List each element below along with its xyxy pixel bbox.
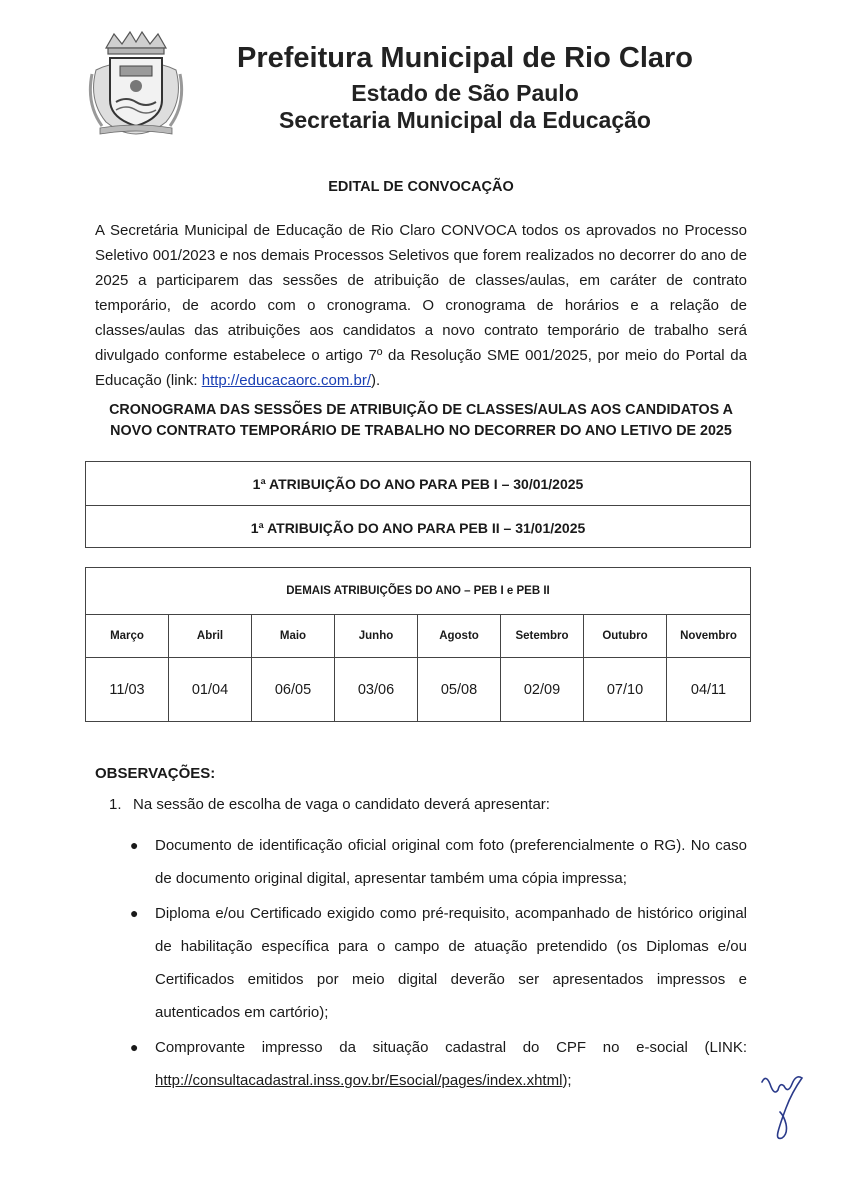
month-header: Março — [86, 615, 169, 658]
month-header: Agosto — [418, 615, 501, 658]
list-item — [125, 1031, 747, 1097]
months-header-row — [86, 615, 750, 658]
bullet-end: ); — [562, 1072, 572, 1089]
month-header: Outubro — [584, 615, 667, 658]
month-header: Maio — [252, 615, 335, 658]
intro-end: ). — [370, 372, 381, 389]
observations-title: OBSERVAÇÕES: — [95, 765, 216, 782]
date-cell: 05/08 — [418, 658, 501, 722]
bullet-text: Documento de identificação oficial original com foto (preferencialmente o RG). No caso de documento original digital, apresentar também uma cópia impressa; — [155, 837, 747, 887]
bullet-icon: ● — [130, 837, 139, 853]
bullet-icon: ● — [130, 1039, 139, 1055]
observation-item-1 — [109, 796, 550, 813]
month-header: Novembro — [667, 615, 750, 658]
signature-icon — [758, 1072, 810, 1142]
date-cell: 02/09 — [501, 658, 584, 722]
date-cell: 01/04 — [169, 658, 252, 722]
list-item — [125, 897, 747, 1029]
date-cell: 11/03 — [86, 658, 169, 722]
other-attributions-table — [85, 567, 751, 722]
first-attribution-peb1: 1ª ATRIBUIÇÃO DO ANO PARA PEB I – 30/01/2025 — [252, 475, 584, 492]
cronograma-title: CRONOGRAMA DAS SESSÕES DE ATRIBUIÇÃO DE CLASSES/AULAS AOS CANDIDATOS A NOVO CONTRATO TEMPORÁRIO DE TRABALHO NO DECORRER DO ANO LETIVO DE 2025 — [109, 402, 733, 439]
bullet-text: Diploma e/ou Certificado exigido como pré-requisito, acompanhado de histórico original de habilitação específica para o campo de atuação pretendido (os Diplomas e/ou Certificados emitidos por meio digital deverão ser apresentados impressos e autenticados em cartório); — [155, 905, 747, 1021]
first-attributions-table — [85, 461, 751, 548]
other-attributions-title: DEMAIS ATRIBUIÇÕES DO ANO – PEB I e PEB II — [86, 568, 750, 615]
date-cell: 04/11 — [690, 682, 727, 698]
municipal-crest-icon — [86, 30, 186, 136]
portal-link[interactable]: http://educacaorc.com.br/ — [201, 372, 371, 389]
dates-row — [86, 658, 750, 722]
requirements-list — [125, 829, 747, 1099]
document-title: EDITAL DE CONVOCAÇÃO — [328, 179, 514, 195]
bullet-icon: ● — [130, 905, 139, 921]
date-cell: 06/05 — [252, 658, 335, 722]
item-text: Na sessão de escolha de vaga o candidato deverá apresentar: — [133, 796, 550, 813]
intro-paragraph — [95, 218, 747, 393]
month-header: Junho — [335, 615, 418, 658]
month-header: Abril — [169, 615, 252, 658]
first-attribution-peb2: 1ª ATRIBUIÇÃO DO ANO PARA PEB II – 31/01/2025 — [86, 505, 750, 549]
intro-text: A Secretária Municipal de Educação de Rio Claro CONVOCA todos os aprovados no Processo Seletivo 001/2023 e nos demais Processos Seletivos que forem realizados no decorrer do ano de 2025 a participarem das sessões de atribuição de classes/aulas, em caráter de contrato temporário, de acordo com o cronograma. O cronograma de horários e a relação de classes/aulas das atribuições aos candidatos a novo contrato temporário de trabalho será divulgado conforme estabelece o artigo 7º da Resolução SME 001/2025, por meio do Portal da Educação (link: — [95, 222, 747, 389]
date-cell: 07/10 — [584, 658, 667, 722]
item-number: 1. — [109, 796, 122, 813]
bullet-text: Comprovante impresso da situação cadastral do CPF no e-social (LINK: — [155, 1039, 747, 1056]
month-header: Setembro — [501, 615, 584, 658]
header-municipality: Prefeitura Municipal de Rio Claro — [236, 42, 694, 74]
list-item — [125, 829, 747, 895]
esocial-link[interactable]: http://consultacadastral.inss.gov.br/Esocial/pages/index.xhtml — [155, 1072, 563, 1089]
header-secretariat: Secretaria Municipal da Educação — [279, 107, 651, 133]
date-cell: 03/06 — [335, 658, 418, 722]
header-state: Estado de São Paulo — [351, 80, 579, 106]
